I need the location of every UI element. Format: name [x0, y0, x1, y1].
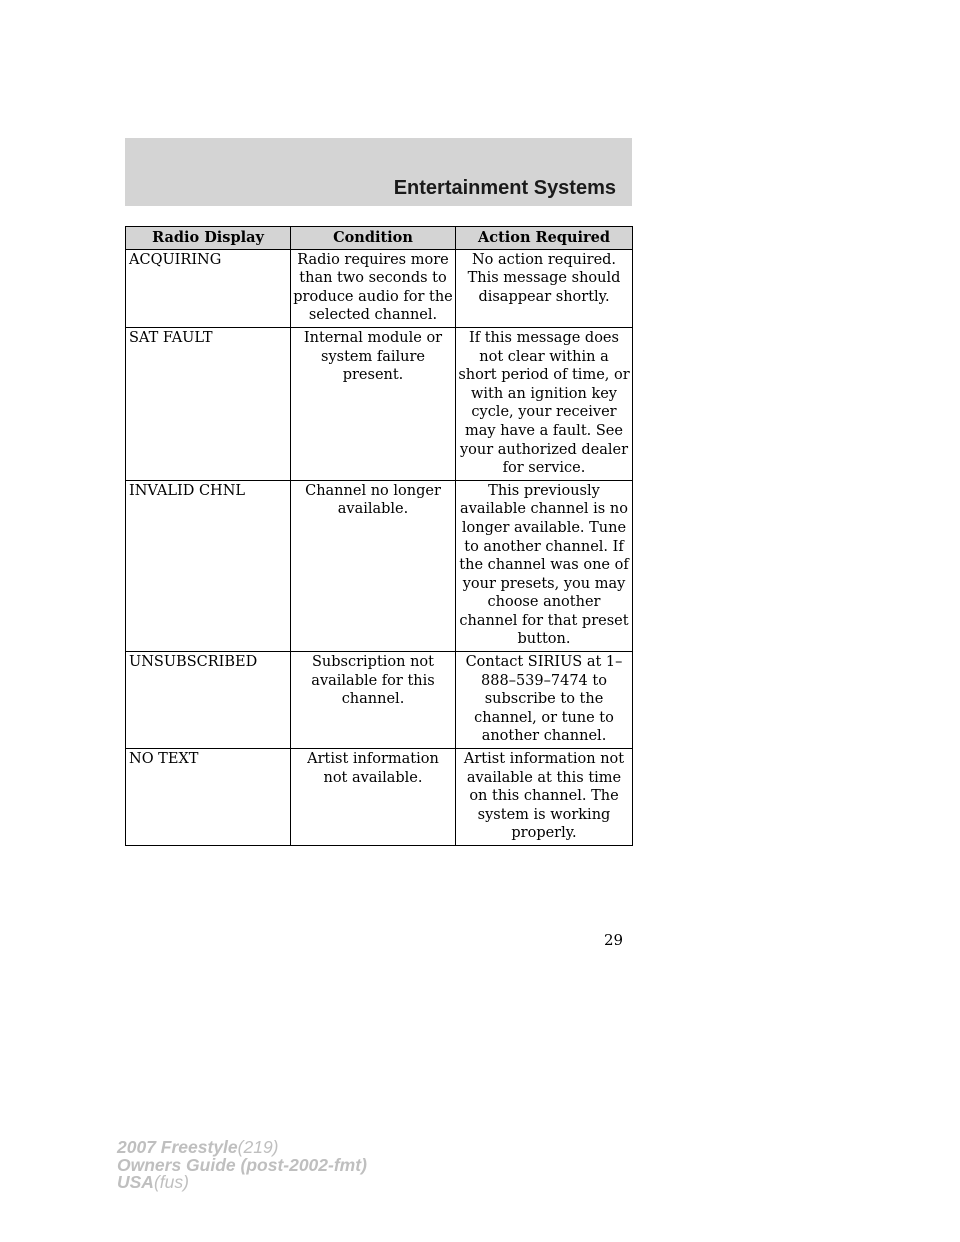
- action-required-cell: This previously available channel is no longer available. Tune to another channel. If the channel was one of your presets, you may choose another channel for that preset button.: [456, 480, 633, 651]
- column-header-condition: Condition: [291, 227, 456, 250]
- condition-cell: Channel no longer available.: [291, 480, 456, 651]
- radio-display-cell: ACQUIRING: [126, 249, 291, 327]
- section-header-band: [125, 138, 632, 206]
- column-header-radio-display: Radio Display: [126, 227, 291, 250]
- action-required-cell: If this message does not clear within a short period of time, or with an ignition key cycle, your receiver may have a fault. See your authorized dealer for service.: [456, 327, 633, 480]
- footer-guide-name: Owners Guide (post-2002-fmt): [117, 1154, 367, 1175]
- condition-cell: Subscription not available for this channel.: [291, 652, 456, 749]
- action-required-cell: Contact SIRIUS at 1–888–539–7474 to subscribe to the channel, or tune to another channel.: [456, 652, 633, 749]
- radio-display-cell: INVALID CHNL: [126, 480, 291, 651]
- radio-display-table: [125, 226, 633, 846]
- condition-cell: Artist information not available.: [291, 749, 456, 846]
- condition-cell: Radio requires more than two seconds to produce audio for the selected channel.: [291, 249, 456, 327]
- action-required-cell: Artist information not available at this time on this channel. The system is working properly.: [456, 749, 633, 846]
- page-number: 29: [604, 931, 624, 949]
- action-required-cell: No action required. This message should disappear shortly.: [456, 249, 633, 327]
- condition-cell: Internal module or system failure present.: [291, 327, 456, 480]
- radio-display-cell: NO TEXT: [126, 749, 291, 846]
- document-footer: [117, 1139, 367, 1192]
- table-row: [126, 652, 633, 749]
- column-header-action-required: Action Required: [456, 227, 633, 250]
- table-row: [126, 480, 633, 651]
- radio-display-cell: UNSUBSCRIBED: [126, 652, 291, 749]
- table-row: [126, 749, 633, 846]
- footer-model-name: 2007 Freestyle: [117, 1137, 238, 1157]
- table-header-row: [126, 227, 633, 250]
- footer-model-code: (219): [237, 1137, 279, 1157]
- footer-market-code: (fus): [153, 1172, 189, 1192]
- table-row: [126, 327, 633, 480]
- radio-display-cell: SAT FAULT: [126, 327, 291, 480]
- table-row: [126, 249, 633, 327]
- section-title: Entertainment Systems: [393, 177, 616, 199]
- footer-market-name: USA: [117, 1172, 154, 1192]
- footer-line-market: [117, 1174, 367, 1192]
